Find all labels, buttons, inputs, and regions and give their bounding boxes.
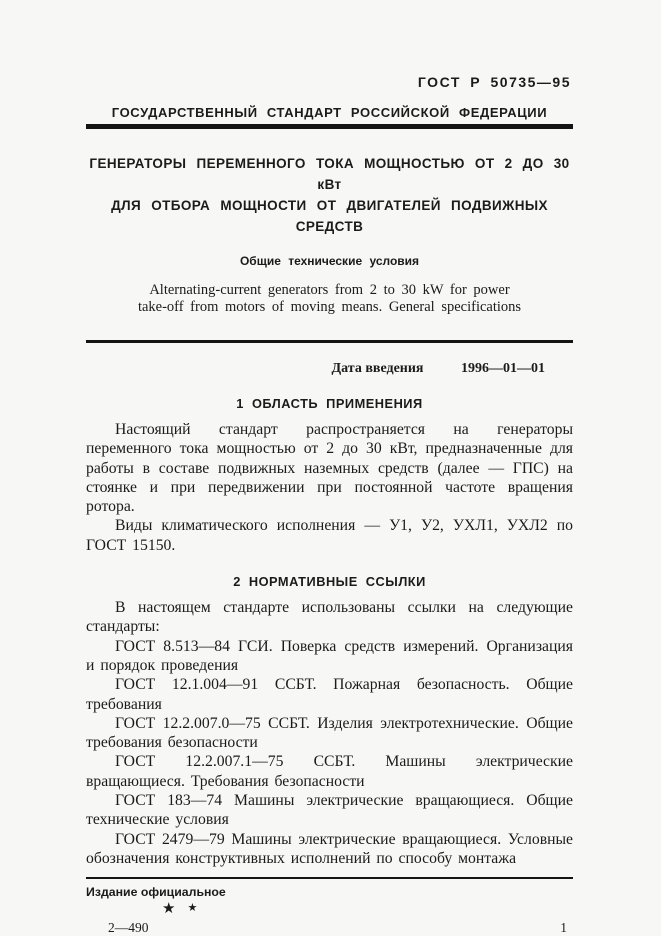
section-normative-references xyxy=(86,574,573,868)
edition-stars xyxy=(86,900,573,917)
paragraph: В настоящем стандарте использованы ссылки на следующие стандарты: xyxy=(86,599,573,636)
print-order-code: 2—490 xyxy=(108,920,149,936)
subtitle-russian: Общие технические условия xyxy=(239,254,420,268)
standard-reference: ГОСТ 2479—79 Машины электрические вращающиеся. Условные обозначения конструктивных исполнений по способу монтажа xyxy=(86,830,573,867)
subtitle-english xyxy=(86,282,573,316)
document-title xyxy=(86,153,573,237)
standard-reference: ГОСТ 12.2.007.1—75 ССБТ. Машины электрические вращающиеся. Требования безопасности xyxy=(86,753,573,790)
introduction-date-value: 1996—01—01 xyxy=(461,361,545,376)
section-scope-heading: 1 ОБЛАСТЬ ПРИМЕНЕНИЯ xyxy=(236,396,423,411)
org-header: ГОСУДАРСТВЕННЫЙ СТАНДАРТ РОССИЙСКОЙ ФЕДЕРАЦИИ xyxy=(111,105,548,120)
standard-reference: ГОСТ 12.1.004—91 ССБТ. Пожарная безопасность. Общие требования xyxy=(86,676,573,713)
document-title-line1: ГЕНЕРАТОРЫ ПЕРЕМЕННОГО ТОКА МОЩНОСТЬЮ ОТ 2 ДО 30 кВт xyxy=(89,156,570,192)
page-footer-row xyxy=(86,920,573,936)
section-scope xyxy=(86,396,573,555)
paragraph: Виды климатического исполнения — У1, У2, УХЛ1, УХЛ2 по ГОСТ 15150. xyxy=(86,517,573,554)
doc-code: ГОСТ Р 50735—95 xyxy=(417,74,571,90)
page-number: 1 xyxy=(560,920,567,936)
standard-reference: ГОСТ 8.513—84 ГСИ. Поверка средств измерений. Организация и порядок проведения xyxy=(86,637,573,674)
standard-reference: ГОСТ 12.2.007.0—75 ССБТ. Изделия электротехнические. Общие требования безопасности xyxy=(86,714,573,752)
divider-medium xyxy=(86,340,573,343)
section-normative-references-body xyxy=(86,598,573,868)
star-icon: ★ xyxy=(187,902,210,915)
star-icon: ★ xyxy=(162,901,188,918)
paragraph: Настоящий стандарт распространяется на генераторы переменного тока мощностью от 2 до 30 кВт, предназначенные для работы в составе подвижных наземных средств (далее — ГПС) на стоянке и при передвижении при постоянной частоте вращения ротора. xyxy=(86,421,573,516)
subtitle-english-line2: take-off from motors of moving means. General specifications xyxy=(137,299,522,315)
subtitle-english-line1: Alternating-current generators from 2 to 30 kW for power xyxy=(149,282,510,298)
standard-reference: ГОСТ 183—74 Машины электрические вращающиеся. Общие технические условия xyxy=(86,792,573,829)
edition-label: Издание официальное xyxy=(86,885,226,900)
section-normative-references-heading: 2 НОРМАТИВНЫЕ ССЫЛКИ xyxy=(233,574,426,590)
divider-thick xyxy=(86,124,573,129)
footer-divider xyxy=(86,877,573,879)
document-title-line2: ДЛЯ ОТБОРА МОЩНОСТИ ОТ ДВИГАТЕЛЕЙ ПОДВИЖНЫХ СРЕДСТВ xyxy=(111,198,548,234)
introduction-date xyxy=(86,361,573,377)
introduction-date-label: Дата введения xyxy=(331,361,424,376)
section-scope-body xyxy=(86,420,573,555)
